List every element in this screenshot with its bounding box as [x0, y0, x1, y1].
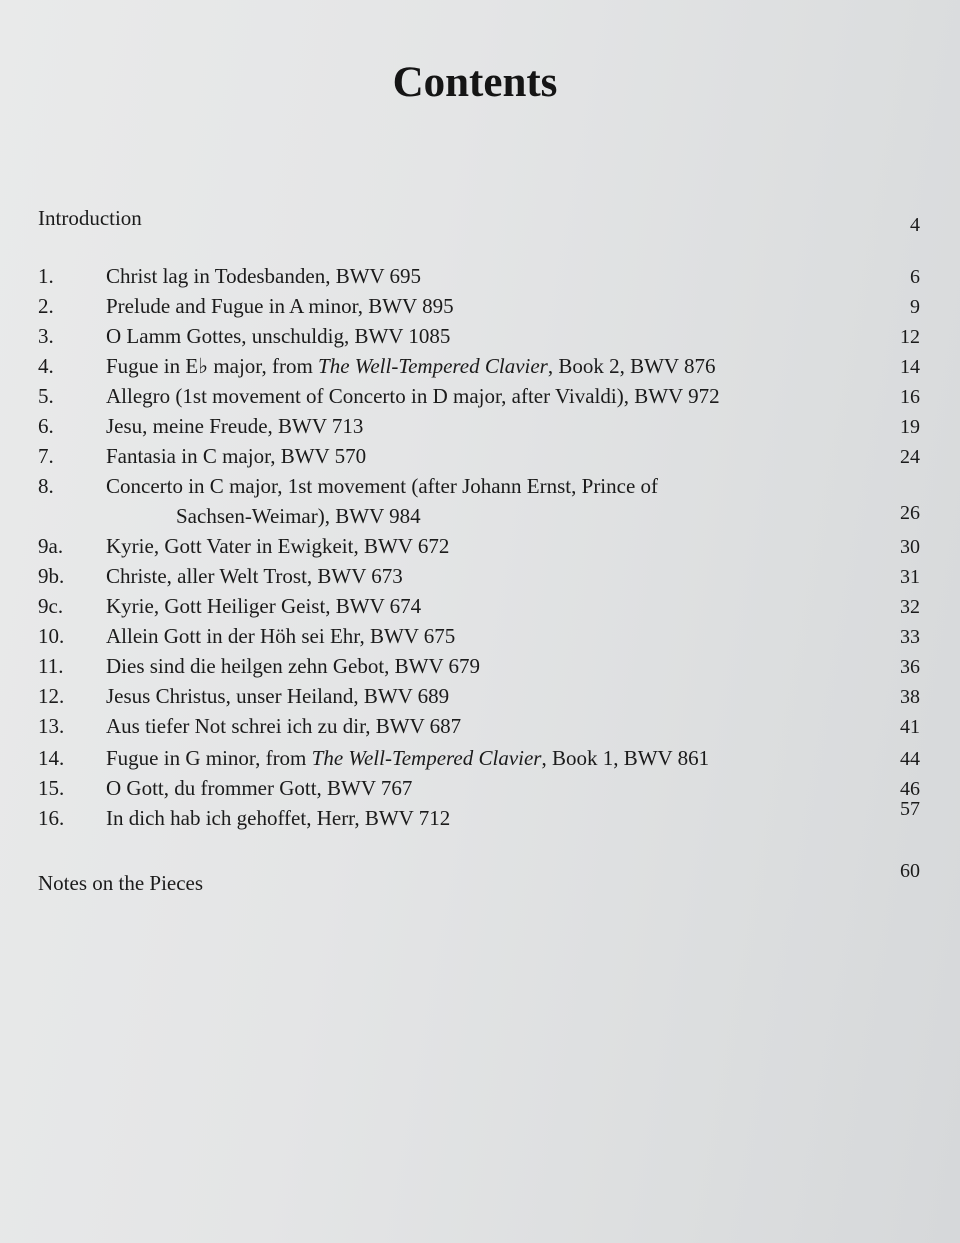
entry-number: 13.	[38, 714, 65, 738]
entry-title: Aus tiefer Not schrei ich zu dir, BWV 687	[106, 714, 462, 738]
toc-entry-14	[0, 746, 960, 776]
toc-entry-11	[0, 654, 960, 684]
entry-title-part: Fugue in G minor, from	[106, 746, 312, 770]
entry-title: Fantasia in C major, BWV 570	[106, 444, 367, 468]
entry-page-number: 12	[900, 326, 920, 348]
entry-title: Kyrie, Gott Heiliger Geist, BWV 674	[106, 594, 422, 618]
entry-title-part: Fugue in E♭ major, from	[106, 354, 319, 378]
entry-title	[106, 354, 715, 379]
entry-title	[106, 746, 709, 771]
entry-number: 15.	[38, 776, 65, 800]
entry-page-number: 38	[900, 686, 920, 708]
toc-entry-15	[0, 776, 960, 806]
entry-title: Christe, aller Welt Trost, BWV 673	[106, 564, 403, 588]
entry-title: Kyrie, Gott Vater in Ewigkeit, BWV 672	[106, 534, 450, 558]
introduction-label: Introduction	[38, 206, 142, 230]
entry-number: 10.	[38, 624, 65, 648]
entry-title: Concerto in C major, 1st movement (after Johann Ernst, Prince of	[106, 474, 659, 498]
entry-number: 7.	[38, 444, 54, 468]
entry-title: Allegro (1st movement of Concerto in D major, after Vivaldi), BWV 972	[106, 384, 720, 408]
toc-entry-4	[0, 354, 960, 384]
entry-title-italic: The Well-Tempered Clavier	[311, 746, 542, 770]
entry-title-part: , Book 1, BWV 861	[541, 746, 710, 770]
entry-page-number: 46	[900, 778, 920, 800]
entry-title: Jesu, meine Freude, BWV 713	[106, 414, 364, 438]
entry-page-number: 9	[910, 296, 920, 318]
toc-entry-9b	[0, 564, 960, 594]
entry-page-number: 26	[900, 502, 920, 524]
toc-entry-2	[0, 294, 960, 324]
entry-number: 9c.	[38, 594, 64, 618]
entry-number: 12.	[38, 684, 65, 708]
entry-title: O Lamm Gottes, unschuldig, BWV 1085	[106, 324, 451, 348]
entry-page-number: 30	[900, 536, 920, 558]
entry-number: 4.	[38, 354, 54, 378]
entry-number: 11.	[38, 654, 64, 678]
entry-title: Jesus Christus, unser Heiland, BWV 689	[106, 684, 450, 708]
notes-label: Notes on the Pieces	[38, 871, 204, 895]
entry-page-number: 31	[900, 566, 920, 588]
entry-title: Prelude and Fugue in A minor, BWV 895	[106, 294, 454, 318]
entry-number: 8.	[38, 474, 54, 498]
entry-title: Allein Gott in der Höh sei Ehr, BWV 675	[106, 624, 456, 648]
entry-title-line2: Sachsen-Weimar), BWV 984	[176, 504, 421, 528]
toc-entry-9a	[0, 534, 960, 564]
entry-title: O Gott, du frommer Gott, BWV 767	[106, 776, 413, 800]
entry-page-number: 24	[900, 446, 920, 468]
entry-page-number: 41	[900, 716, 920, 738]
toc-entry-7	[0, 444, 960, 474]
entry-page-number: 33	[900, 626, 920, 648]
introduction-page-number: 4	[910, 214, 920, 236]
entry-page-number: 14	[900, 356, 920, 378]
entry-title-italic: The Well-Tempered Clavier	[318, 354, 548, 378]
toc-entry-3	[0, 324, 960, 354]
entry-number: 3.	[38, 324, 54, 348]
toc-entry-5	[0, 384, 960, 414]
entry-number: 6.	[38, 414, 54, 438]
entry-number: 1.	[38, 264, 54, 288]
toc-entry-10	[0, 624, 960, 654]
toc-entry-13	[0, 714, 960, 744]
toc-entry-1	[0, 264, 960, 294]
toc-entry-16	[0, 798, 960, 836]
entry-number: 2.	[38, 294, 54, 318]
entry-title: In dich hab ich gehoffet, Herr, BWV 712	[106, 806, 451, 830]
entry-page-number: 44	[900, 748, 920, 770]
entry-page-number: 32	[900, 596, 920, 618]
toc-entry-12	[0, 684, 960, 714]
entry-number: 5.	[38, 384, 54, 408]
entry-number: 9a.	[38, 534, 64, 558]
toc-entry-6	[0, 414, 960, 444]
toc-entry-8	[0, 474, 960, 534]
entry-page-number: 36	[900, 656, 920, 678]
entry-title-part: , Book 2, BWV 876	[547, 354, 716, 378]
entry-number: 16.	[38, 806, 65, 830]
toc-entry-9c	[0, 594, 960, 624]
entry-number: 9b.	[38, 564, 65, 588]
entry-page-number: 16	[900, 386, 920, 408]
page-title: Contents	[392, 59, 558, 106]
entry-title: Christ lag in Todesbanden, BWV 695	[106, 264, 422, 288]
entry-title: Dies sind die heilgen zehn Gebot, BWV 679	[106, 654, 481, 678]
entry-page-number: 57	[900, 798, 920, 820]
notes-page-number: 60	[900, 860, 920, 882]
entry-page-number: 19	[900, 416, 920, 438]
entry-number: 14.	[38, 746, 65, 770]
entry-page-number: 6	[910, 266, 920, 288]
